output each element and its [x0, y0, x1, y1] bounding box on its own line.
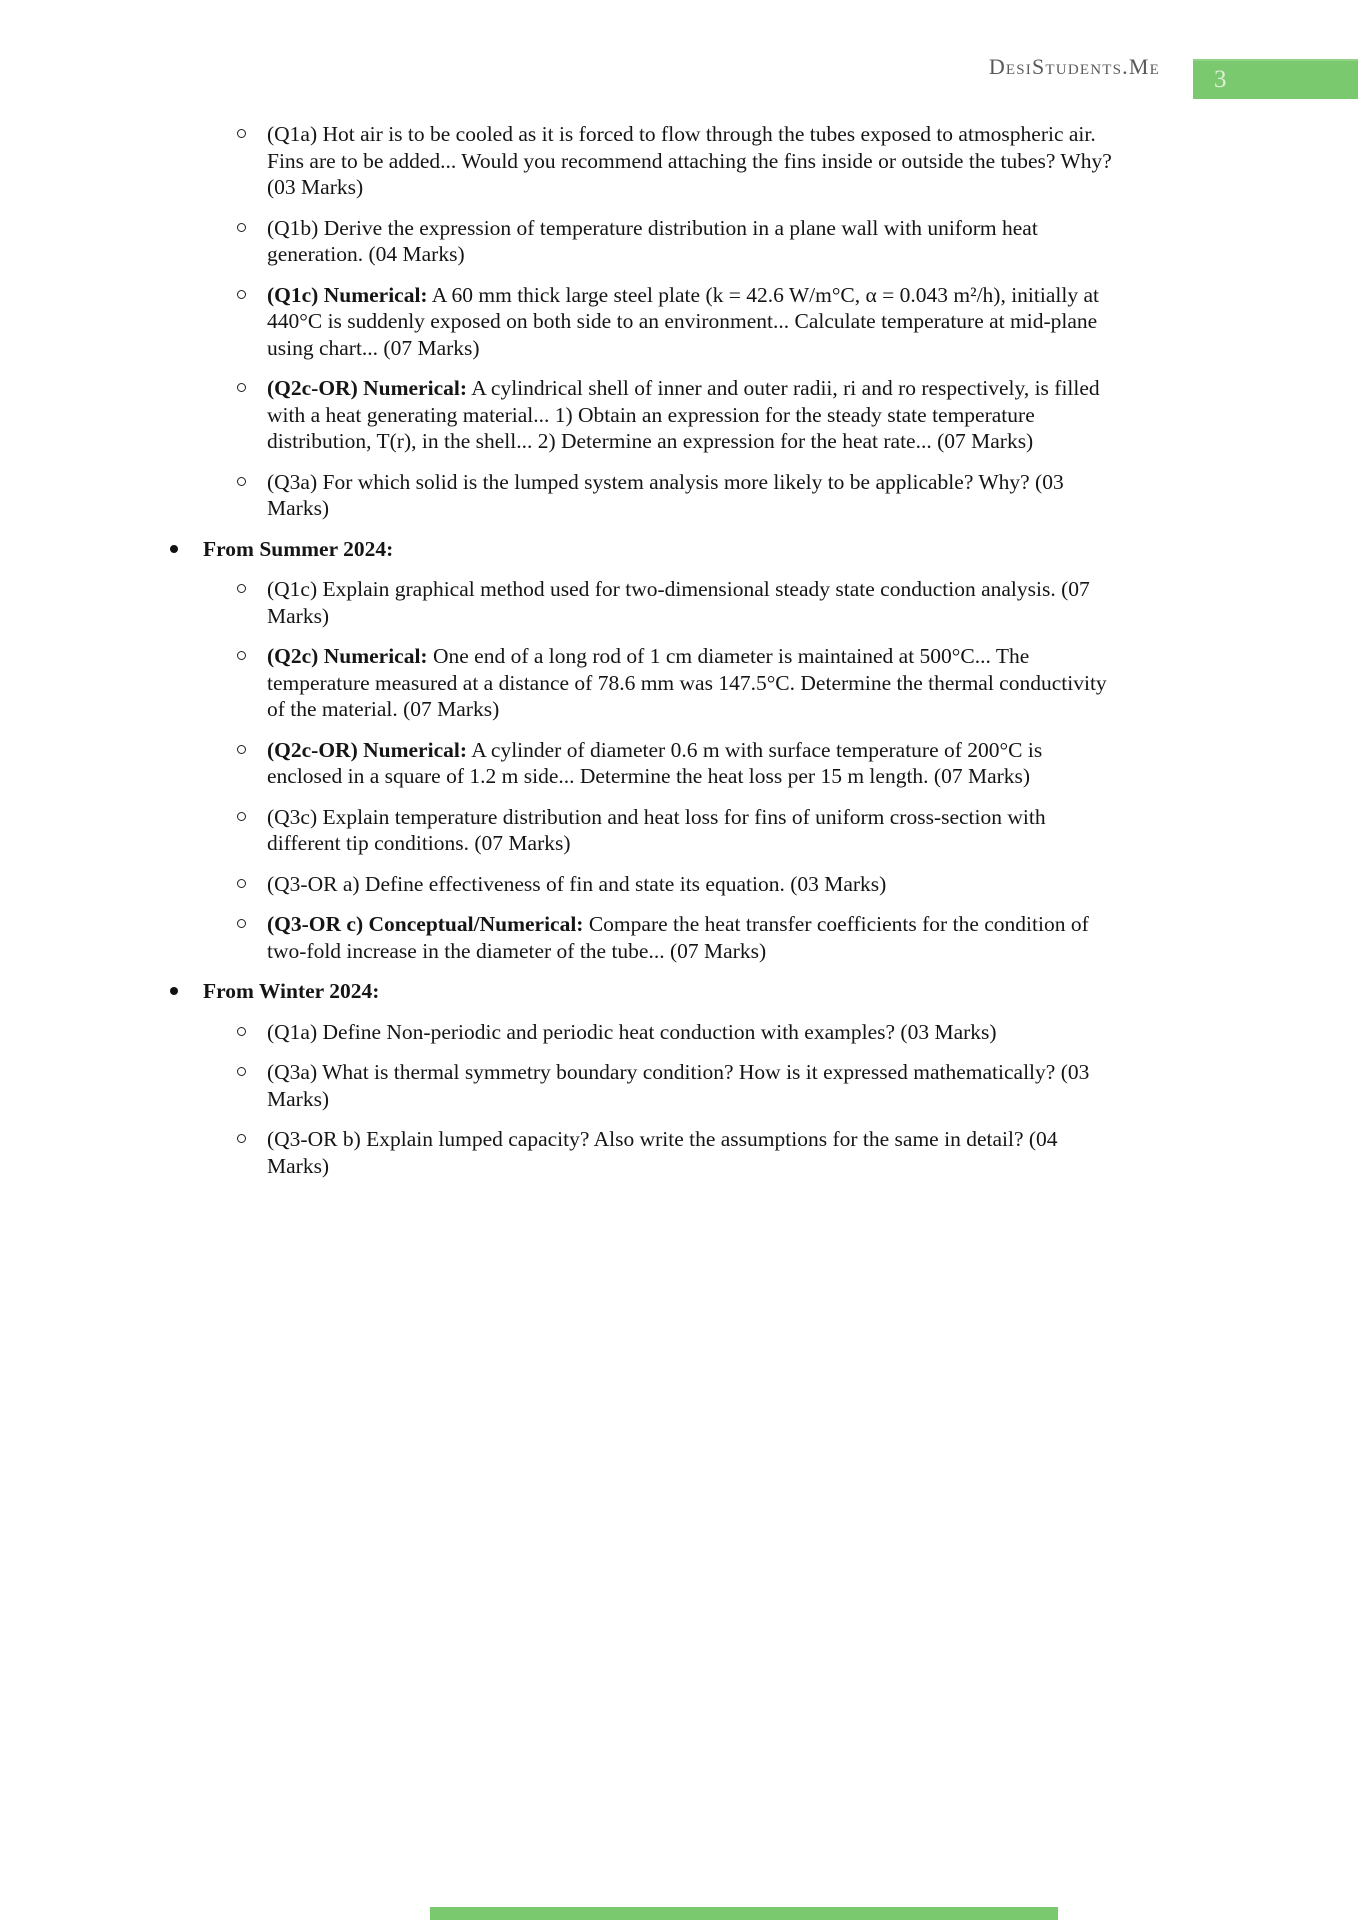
- question-text: [267, 805, 1046, 856]
- question-body-text: (Q1a) Hot air is to be cooled as it is forced to flow through the tubes exposed to atmospheric air. Fins are to be added... Would you recommend attaching the fins inside or outside the tubes? Why? (03 Marks): [267, 122, 1112, 199]
- question-text: [267, 216, 1038, 267]
- question-bold-label: (Q1c) Numerical:: [267, 282, 428, 307]
- question-item: [267, 643, 1113, 723]
- circle-bullet-icon: [237, 129, 246, 138]
- question-item: [267, 1019, 1113, 1046]
- bullet-icon: [170, 545, 178, 553]
- question-body-text: (Q1b) Derive the expression of temperature distribution in a plane wall with uniform heat generation. (04 Marks): [267, 215, 1038, 266]
- circle-bullet-icon: [237, 651, 246, 660]
- section-heading: [203, 978, 1103, 1005]
- question-body-text: A cylinder of diameter 0.6 m with surface temperature of 200°C is enclosed in a square of 1.2 m side... Determine the heat loss per 15 m length. (07 Marks): [267, 737, 1043, 788]
- question-text: [267, 1060, 1089, 1111]
- circle-bullet-icon: [237, 1067, 246, 1076]
- question-bold-label: (Q3-OR c) Conceptual/Numerical:: [267, 912, 584, 936]
- question-bold-label: (Q2c) Numerical:: [267, 644, 428, 668]
- circle-bullet-icon: [237, 290, 246, 299]
- question-body-text: (Q3c) Explain temperature distribution and heat loss for fins of uniform cross-section with different tip conditions. (07 Marks): [267, 804, 1046, 855]
- question-item: [267, 576, 1113, 629]
- question-item: [267, 804, 1113, 857]
- question-item: [267, 911, 1113, 964]
- question-text: [267, 872, 886, 896]
- question-item: [267, 282, 1113, 362]
- question-text: [267, 122, 1112, 199]
- circle-bullet-icon: [237, 223, 246, 232]
- circle-bullet-icon: [237, 812, 246, 821]
- circle-bullet-icon: [237, 1027, 246, 1036]
- question-item: [267, 375, 1113, 455]
- circle-bullet-icon: [237, 383, 246, 392]
- question-body-text: (Q3a) For which solid is the lumped system analysis more likely to be applicable? Why? (03 Marks): [267, 469, 1064, 520]
- site-logo: DesiStudents.Me: [988, 54, 1160, 79]
- footer-accent-bar: [430, 1907, 1058, 1920]
- question-body-text: (Q3a) What is thermal symmetry boundary condition? How is it expressed mathematically? (03 Marks): [267, 1060, 1090, 1111]
- question-item: [267, 469, 1113, 522]
- question-text: [267, 644, 1107, 721]
- question-text: [267, 1127, 1058, 1178]
- question-body-text: A 60 mm thick large steel plate (k = 42.6 W/m°C, α = 0.043 m²/h), initially at 440°C is suddenly exposed on both side to an environment... Calculate temperature at mid-plane using chart... (07 Marks): [267, 282, 1099, 360]
- question-text: [267, 1020, 997, 1044]
- circle-bullet-icon: [237, 477, 246, 486]
- question-item: [267, 1126, 1113, 1179]
- question-text: [267, 470, 1064, 521]
- circle-bullet-icon: [237, 879, 246, 888]
- question-body-text: One end of a long rod of 1 cm diameter is maintained at 500°C... The temperature measured at a distance of 78.6 mm was 147.5°C. Determine the thermal conductivity of the material. (07 Marks): [267, 644, 1107, 721]
- question-item: [267, 215, 1113, 268]
- section-heading-label: From Summer 2024:: [203, 536, 394, 561]
- section-heading: [203, 536, 1103, 563]
- question-item: [267, 871, 1113, 898]
- circle-bullet-icon: [237, 584, 246, 593]
- question-body-text: (Q1a) Define Non-periodic and periodic heat conduction with examples? (03 Marks): [267, 1019, 997, 1044]
- question-text: [267, 738, 1042, 789]
- question-body-text: (Q1c) Explain graphical method used for two-dimensional steady state conduction analysis. (07 Marks): [267, 577, 1090, 628]
- question-text: [267, 912, 1089, 963]
- question-item: [267, 737, 1113, 790]
- page-number: 3: [1214, 66, 1227, 93]
- circle-bullet-icon: [237, 745, 246, 754]
- circle-bullet-icon: [237, 919, 246, 928]
- document-body: [0, 121, 1358, 1193]
- question-item: [267, 121, 1113, 201]
- section-heading-label: From Winter 2024:: [203, 979, 380, 1003]
- page-number-badge: [1193, 59, 1358, 99]
- question-body-text: Compare the heat transfer coefficients for the condition of two-fold increase in the diameter of the tube... (07 Marks): [267, 912, 1089, 963]
- question-bold-label: (Q2c-OR) Numerical:: [267, 737, 467, 762]
- question-bold-label: (Q2c-OR) Numerical:: [267, 376, 467, 400]
- question-body-text: A cylindrical shell of inner and outer radii, ri and ro respectively, is filled with a heat generating material... 1) Obtain an expression for the steady state temperature distribution, T(r), in the shell... 2) Determine an expression for the heat rate... (07 Marks): [267, 376, 1100, 453]
- circle-bullet-icon: [237, 1134, 246, 1143]
- question-text: [267, 577, 1090, 628]
- bullet-icon: [170, 987, 178, 995]
- question-item: [267, 1059, 1113, 1112]
- question-body-text: (Q3-OR a) Define effectiveness of fin and state its equation. (03 Marks): [267, 871, 887, 896]
- question-body-text: (Q3-OR b) Explain lumped capacity? Also write the assumptions for the same in detail? (04 Marks): [267, 1127, 1058, 1178]
- question-text: [267, 283, 1099, 360]
- question-text: [267, 376, 1100, 453]
